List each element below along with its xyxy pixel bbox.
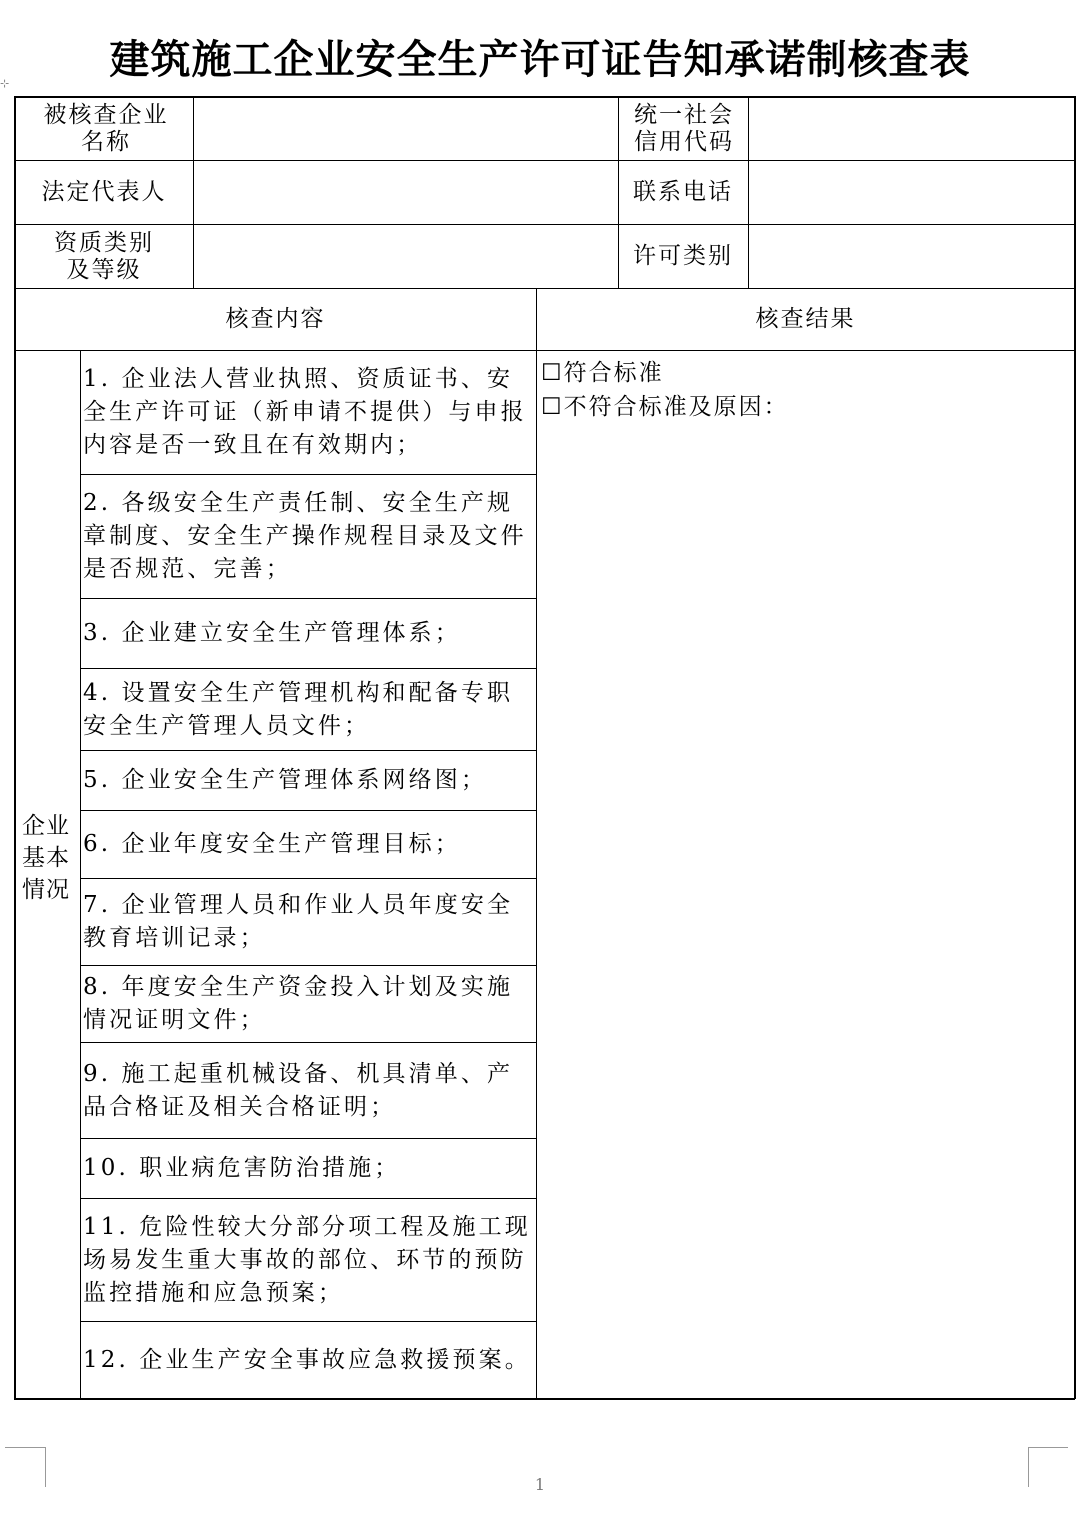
legal-rep-label: 法定代表人	[41, 179, 167, 205]
check-item-3: 3. 企业建立安全生产管理体系；	[83, 620, 461, 646]
check-item-6: 6. 企业年度安全生产管理目标；	[83, 831, 461, 857]
check-item-10: 10. 职业病危害防治措施；	[83, 1155, 401, 1181]
result-column-header: 核查结果	[755, 306, 856, 332]
check-item-8: 8. 年度安全生产资金投入计划及实施情况证明文件；	[83, 974, 514, 1033]
enterprise-name-field[interactable]	[194, 97, 618, 160]
content-column-header: 核查内容	[225, 306, 326, 332]
check-item-2: 2. 各级安全生产责任制、安全生产规章制度、安全生产操作规程目录及文件是否规范、完善；	[83, 490, 527, 582]
license-type-label: 许可类别	[633, 243, 733, 269]
table-move-handle-icon[interactable]: ⊹	[0, 77, 10, 90]
credit-code-field[interactable]	[749, 97, 1074, 160]
check-item-12: 12. 企业生产安全事故应急救援预案。	[83, 1346, 531, 1373]
qualification-field[interactable]	[194, 225, 618, 288]
legal-rep-field[interactable]	[194, 161, 618, 224]
check-item-7: 7. 企业管理人员和作业人员年度安全教育培训记录；	[83, 892, 514, 951]
license-type-field[interactable]	[749, 225, 1074, 288]
qualification-label: 资质类别及等级	[54, 230, 154, 283]
check-item-11: 11. 危险性较大分部分项工程及施工现场易发生重大事故的部位、环节的预防监控措施和应急预案；	[83, 1213, 531, 1306]
credit-code-label: 统一社会信用代码	[634, 102, 734, 155]
enterprise-name-label: 被核查企业名称	[43, 102, 169, 155]
phone-label: 联系电话	[633, 179, 733, 205]
page-number: 1	[534, 1475, 546, 1494]
category-label: 企业基本情况	[22, 813, 70, 903]
check-item-5: 5. 企业安全生产管理体系网络图；	[83, 767, 487, 793]
compliant-checkbox[interactable]: ☐符合标准	[541, 360, 664, 386]
phone-field[interactable]	[749, 161, 1074, 224]
check-item-1: 1. 企业法人营业执照、资质证书、安全生产许可证（新申请不提供）与申报内容是否一致且在有效期内；	[83, 366, 527, 458]
result-options	[541, 356, 789, 424]
page-title: 建筑施工企业安全生产许可证告知承诺制核查表	[109, 37, 971, 83]
check-item-9: 9. 施工起重机械设备、机具清单、产品合格证及相关合格证明；	[83, 1060, 514, 1120]
check-item-4: 4. 设置安全生产管理机构和配备专职安全生产管理人员文件；	[83, 679, 514, 739]
non-compliant-checkbox[interactable]: ☐不符合标准及原因：	[541, 394, 789, 420]
